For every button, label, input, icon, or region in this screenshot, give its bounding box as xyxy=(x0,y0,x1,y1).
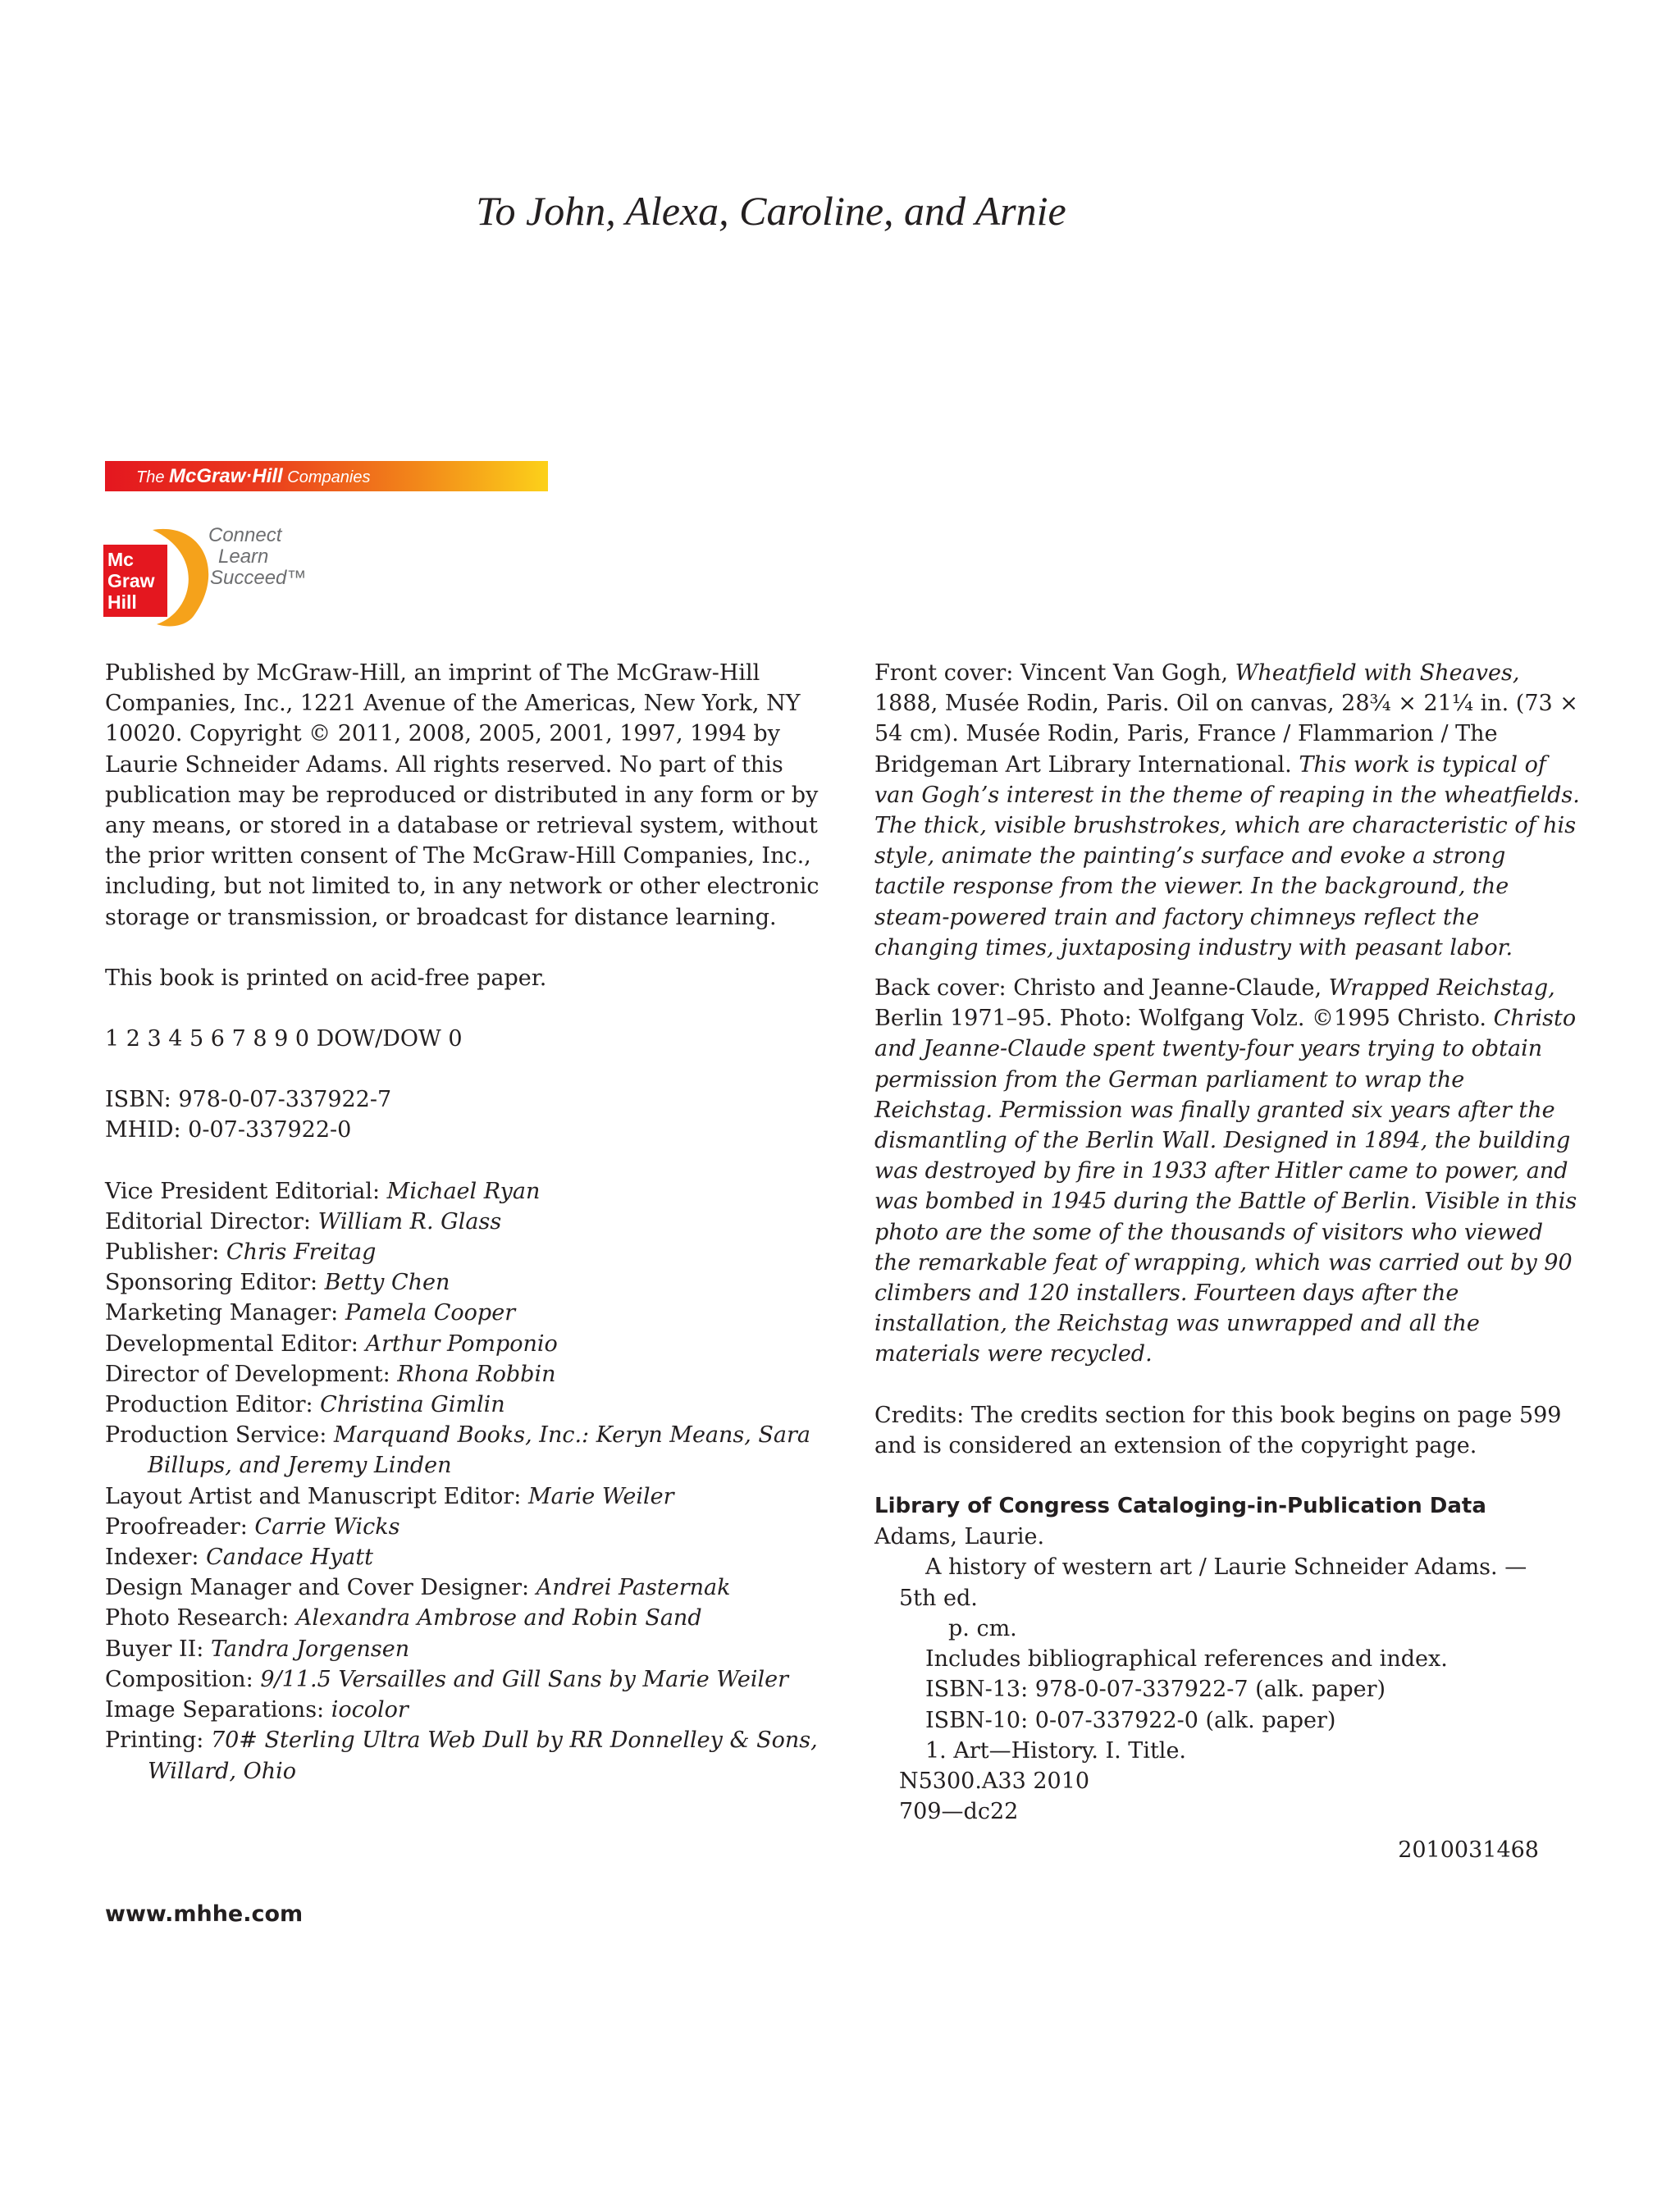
staff-row: Sponsoring Editor: Betty Chen xyxy=(105,1270,450,1296)
cip-isbn10: ISBN-10: 0-07-337922-0 (alk. paper) xyxy=(925,1707,1336,1733)
staff-row: Buyer II: Tandra Jorgensen xyxy=(105,1636,410,1662)
banner-brand: McGraw·Hill xyxy=(169,465,283,487)
banner-suffix: Companies xyxy=(282,468,371,486)
mcgraw-hill-logo xyxy=(103,522,308,620)
logo-tagline xyxy=(208,525,306,589)
isbn: ISBN: 978-0-07-337922-7 xyxy=(105,1087,392,1113)
staff-row: Proofreader: Carrie Wicks xyxy=(105,1513,400,1540)
cip-title: A history of western art / Laurie Schneider Adams. — xyxy=(925,1554,1527,1581)
cip-call-number: N5300.A33 2010 xyxy=(899,1768,1090,1794)
cip-edition: 5th ed. xyxy=(899,1585,978,1611)
cip-dewey: 709—dc22 xyxy=(899,1799,1019,1825)
front-cover-credit: Front cover: Vincent Van Gogh, Wheatfield with Sheaves, 1888, Musée Rodin, Paris. Oil on canvas, 28¾ × 21¼ in. (73 × 54 cm). Musée Rodin, Paris, France / Flammarion / The Bridgeman Art Library International. This work is typical of van Gogh’s interest in the theme of reaping in the wheatfields. The thick, visible brushstrokes, which are characteristic of his style, animate the painting’s surface and evoke a strong tactile response from the viewer. In the background, the steam-powered train and factory chimneys reflect the changing times, juxtaposing industry with peasant labor. xyxy=(874,660,1580,961)
logo-line-mc: Mc xyxy=(107,549,134,570)
cip-author: Adams, Laurie. xyxy=(874,1524,1045,1550)
staff-row: Publisher: Chris Freitag xyxy=(105,1239,377,1266)
staff-row: Director of Development: Rhona Robbin xyxy=(105,1361,556,1387)
mhid: MHID: 0-07-337922-0 xyxy=(105,1117,352,1143)
staff-row: Production Service: Marquand Books, Inc.: Keryn Means, Sara Billups, and Jeremy Linden xyxy=(105,1422,811,1479)
staff-row: Editorial Director: William R. Glass xyxy=(105,1208,502,1235)
staff-row: Layout Artist and Manuscript Editor: Marie Weiler xyxy=(105,1483,674,1509)
acid-free-notice: This book is printed on acid-free paper. xyxy=(105,965,547,991)
staff-row: Image Separations: iocolor xyxy=(105,1697,409,1723)
logo-box xyxy=(103,545,167,617)
staff-list xyxy=(105,1176,827,1787)
cip-lccn: 2010031468 xyxy=(1398,1837,1539,1864)
tagline-connect: Connect xyxy=(208,524,282,546)
staff-row: Vice President Editorial: Michael Ryan xyxy=(105,1178,541,1204)
right-column xyxy=(874,658,1580,1866)
banner-prefix: The xyxy=(136,468,170,486)
staff-row: Printing: 70# Sterling Ultra Web Dull by RR Donnelley & Sons, Willard, Ohio xyxy=(105,1727,818,1784)
left-column xyxy=(105,658,827,1787)
cip-isbn13: ISBN-13: 978-0-07-337922-7 (alk. paper) xyxy=(925,1677,1386,1703)
staff-row: Developmental Editor: Arthur Pomponio xyxy=(105,1330,558,1357)
cip-pages: p. cm. xyxy=(948,1615,1017,1641)
cip-includes: Includes bibliographical references and index. xyxy=(925,1646,1448,1673)
logo-line-graw: Graw xyxy=(107,570,155,591)
mcgraw-hill-companies-banner xyxy=(105,461,548,491)
staff-row: Indexer: Candace Hyatt xyxy=(105,1545,373,1571)
tagline-succeed: Succeed™ xyxy=(210,567,307,589)
website-link[interactable]: www.mhhe.com xyxy=(105,1901,304,1927)
publisher-notice: Published by McGraw-Hill, an imprint of The McGraw-Hill Companies, Inc., 1221 Avenue of the Americas, New York, NY 10020. Copyright © 2011, 2008, 2005, 2001, 1997, 1994 by Laurie Schneider Adams. All rights reserved. No part of this publication may be reproduced or distributed in any form or by any means, or stored in a database or retrieval system, without the prior written consent of The McGraw-Hill Companies, Inc., including, but not limited to, in any network or other electronic storage or transmission, or broadcast for distance learning. xyxy=(105,660,819,930)
credits-note: Credits: The credits section for this book begins on page 599 and is considered an extension of the copyright page. xyxy=(874,1402,1562,1458)
cip-subject: 1. Art—History. I. Title. xyxy=(925,1737,1187,1764)
staff-row: Design Manager and Cover Designer: Andrei Pasternak xyxy=(105,1575,731,1601)
staff-row: Photo Research: Alexandra Ambrose and Robin Sand xyxy=(105,1605,702,1632)
back-cover-credit: Back cover: Christo and Jeanne-Claude, Wrapped Reichstag, Berlin 1971–95. Photo: Wolfgang Volz. ©1995 Christo. Christo and Jeanne-Claude spent twenty-four years trying to obtain permission from the German parliament to wrap the Reichstag. Permission was finally granted six years after the dismantling of the Berlin Wall. Designed in 1894, the building was destroyed by fire in 1933 after Hitler came to power, and was bombed in 1945 during the Battle of Berlin. Visible in this photo are the some of the thousands of visitors who viewed the remarkable feat of wrapping, which was carried out by 90 climbers and 120 installers. Fourteen days after the installation, the Reichstag was unwrapped and all the materials were recycled. xyxy=(874,975,1577,1367)
cip-block xyxy=(874,1491,1580,1865)
cip-heading: Library of Congress Cataloging-in-Publication Data xyxy=(874,1494,1486,1519)
staff-row: Marketing Manager: Pamela Cooper xyxy=(105,1300,516,1326)
logo-line-hill: Hill xyxy=(107,591,137,613)
staff-row: Production Editor: Christina Gimlin xyxy=(105,1392,505,1418)
tagline-learn: Learn xyxy=(218,545,269,568)
dedication: To John, Alexa, Caroline, and Arnie xyxy=(476,188,1066,234)
staff-row: Composition: 9/11.5 Versailles and Gill Sans by Marie Weiler xyxy=(105,1666,788,1692)
print-line: 1 2 3 4 5 6 7 8 9 0 DOW/DOW 0 xyxy=(105,1026,463,1052)
